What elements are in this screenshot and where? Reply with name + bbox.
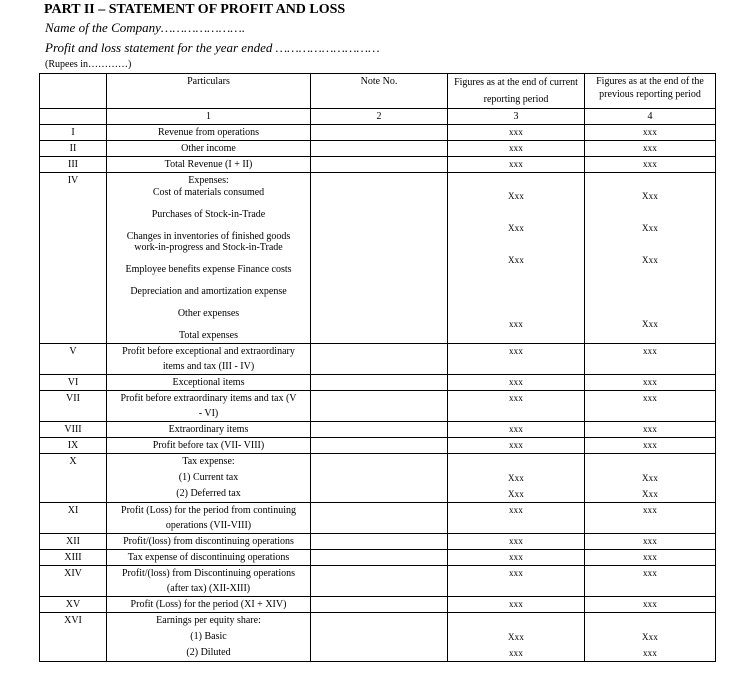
row-particulars: Other income (107, 141, 311, 157)
tax-current-value: Xxx (507, 473, 525, 483)
row-note (311, 438, 448, 454)
row-previous-value: xxx (585, 344, 716, 375)
row-note (311, 344, 448, 375)
expense-item: Purchases of Stock-in-Trade (151, 209, 266, 220)
expenses-particulars (107, 173, 311, 344)
row-particulars (107, 454, 311, 503)
col-number-blank (40, 109, 107, 125)
row-number: VIII (40, 422, 107, 438)
eps-previous-value: Xxx (641, 632, 659, 642)
row-previous-value: xxx (585, 157, 716, 173)
row-note (311, 141, 448, 157)
row-number: IV (40, 173, 107, 344)
earnings-per-share-row (40, 613, 716, 662)
row-number: XV (40, 597, 107, 613)
statement-title: PART II – STATEMENT OF PROFIT AND LOSS (44, 2, 346, 17)
column-number-row (40, 109, 716, 125)
table-row (40, 344, 716, 375)
row-note (311, 173, 448, 344)
header-row (40, 74, 716, 109)
expenses-previous-values (585, 173, 716, 344)
table-row (40, 391, 716, 422)
row-note (311, 534, 448, 550)
row-current-value: xxx (448, 344, 585, 375)
row-particulars: Profit (Loss) for the period (XI + XIV) (107, 597, 311, 613)
tax-item: (1) Current tax (178, 472, 239, 483)
col-number-3: 3 (448, 109, 585, 125)
row-note (311, 454, 448, 503)
tax-previous-value: Xxx (641, 489, 659, 499)
row-particulars-line: Profit before exceptional and extraordinary (122, 346, 295, 357)
profit-loss-table (39, 73, 716, 662)
row-current-value: xxx (448, 503, 585, 534)
expense-item: Cost of materials consumed (152, 187, 265, 198)
eps-previous-values (585, 613, 716, 662)
expense-current-value: xxx (508, 319, 524, 329)
row-particulars-line: items and tax (III - IV) (162, 361, 255, 372)
table-row (40, 157, 716, 173)
row-particulars-line: - VI) (198, 408, 219, 419)
row-number: X (40, 454, 107, 503)
table-row (40, 422, 716, 438)
expense-item: Total expenses (178, 330, 238, 341)
expense-item: work-in-progress and Stock-in-Trade (134, 242, 283, 253)
row-note (311, 391, 448, 422)
row-particulars (107, 344, 311, 375)
row-number: IX (40, 438, 107, 454)
table-row (40, 125, 716, 141)
row-previous-value: xxx (585, 391, 716, 422)
row-note (311, 613, 448, 662)
expense-previous-value: Xxx (641, 319, 659, 329)
row-number: III (40, 157, 107, 173)
eps-current-values (448, 613, 585, 662)
expenses-heading: Expenses: (188, 175, 229, 186)
row-current-value: xxx (448, 422, 585, 438)
eps-current-value: Xxx (507, 632, 525, 642)
row-number: XII (40, 534, 107, 550)
row-current-value: xxx (448, 566, 585, 597)
row-previous-value: xxx (585, 375, 716, 391)
row-previous-value: xxx (585, 125, 716, 141)
row-current-value: xxx (448, 125, 585, 141)
table-row (40, 566, 716, 597)
header-number-cell (40, 74, 107, 109)
row-note (311, 422, 448, 438)
row-previous-value: xxx (585, 534, 716, 550)
expense-item: Depreciation and amortization expense (130, 286, 287, 297)
row-particulars-line: Profit (Loss) for the period from continuing (121, 505, 296, 516)
tax-current-values (448, 454, 585, 503)
expense-previous-value: Xxx (641, 191, 659, 201)
row-current-value: xxx (448, 438, 585, 454)
row-current-value: xxx (448, 141, 585, 157)
table-row (40, 550, 716, 566)
row-particulars-line: Profit before extraordinary items and tax (V (120, 393, 297, 404)
tax-heading: Tax expense: (182, 456, 235, 467)
row-particulars: Profit/(loss) from discontinuing operations (107, 534, 311, 550)
expense-item: Other expenses (177, 308, 240, 319)
header-previous-period: Figures as at the end of the previous reporting period (585, 74, 716, 109)
eps-item: (1) Basic (190, 631, 227, 642)
row-note (311, 157, 448, 173)
row-current-value: xxx (448, 375, 585, 391)
row-previous-value: xxx (585, 550, 716, 566)
row-particulars: Revenue from operations (107, 125, 311, 141)
row-particulars: Tax expense of discontinuing operations (107, 550, 311, 566)
tax-previous-value: Xxx (641, 473, 659, 483)
row-current-value: xxx (448, 597, 585, 613)
row-previous-value: xxx (585, 422, 716, 438)
expense-current-value: Xxx (507, 191, 525, 201)
row-number: II (40, 141, 107, 157)
table-row (40, 503, 716, 534)
row-number: XI (40, 503, 107, 534)
eps-previous-value: xxx (642, 648, 658, 658)
tax-current-value: Xxx (507, 489, 525, 499)
header-particulars: Particulars (107, 74, 311, 109)
expense-item: Employee benefits expense Finance costs (125, 264, 292, 275)
row-particulars-line: (after tax) (XII-XIII) (166, 583, 251, 594)
tax-expense-row (40, 454, 716, 503)
row-previous-value: xxx (585, 503, 716, 534)
row-note (311, 597, 448, 613)
table-row (40, 534, 716, 550)
table-row (40, 141, 716, 157)
row-particulars: Profit before tax (VII- VIII) (107, 438, 311, 454)
row-current-value: xxx (448, 550, 585, 566)
row-current-value: xxx (448, 534, 585, 550)
table-row (40, 438, 716, 454)
expense-current-value: Xxx (507, 223, 525, 233)
expense-item: Changes in inventories of finished goods (126, 231, 291, 242)
tax-previous-values (585, 454, 716, 503)
row-number: XIV (40, 566, 107, 597)
col-number-1: 1 (107, 109, 311, 125)
row-particulars: Extraordinary items (107, 422, 311, 438)
col-number-4: 4 (585, 109, 716, 125)
row-note (311, 375, 448, 391)
row-previous-value: xxx (585, 597, 716, 613)
row-previous-value: xxx (585, 141, 716, 157)
col-number-2: 2 (311, 109, 448, 125)
expense-current-value: Xxx (507, 255, 525, 265)
row-particulars-line: Profit/(loss) from Discontinuing operations (121, 568, 296, 579)
row-number: V (40, 344, 107, 375)
row-number: VII (40, 391, 107, 422)
row-particulars: Total Revenue (I + II) (107, 157, 311, 173)
expense-previous-value: Xxx (641, 223, 659, 233)
eps-current-value: xxx (508, 648, 524, 658)
row-note (311, 566, 448, 597)
row-particulars (107, 503, 311, 534)
row-particulars (107, 391, 311, 422)
row-current-value: xxx (448, 157, 585, 173)
row-previous-value: xxx (585, 566, 716, 597)
row-number: VI (40, 375, 107, 391)
row-note (311, 550, 448, 566)
eps-heading: Earnings per equity share: (156, 615, 261, 626)
eps-item: (2) Diluted (186, 647, 231, 658)
row-previous-value: xxx (585, 438, 716, 454)
tax-item: (2) Deferred tax (176, 488, 241, 499)
row-number: I (40, 125, 107, 141)
row-current-value: xxx (448, 391, 585, 422)
header-note-no: Note No. (311, 74, 448, 109)
expense-previous-value: Xxx (641, 255, 659, 265)
row-particulars (107, 613, 311, 662)
expenses-row (40, 173, 716, 344)
row-particulars-line: operations (VII-VIII) (165, 520, 252, 531)
row-particulars: Exceptional items (107, 375, 311, 391)
expenses-current-values (448, 173, 585, 344)
row-particulars (107, 566, 311, 597)
row-note (311, 503, 448, 534)
header-current-period: Figures as at the end of current reporting period (448, 74, 585, 109)
company-name-line: Name of the Company…………………. (45, 20, 246, 35)
row-note (311, 125, 448, 141)
period-line: Profit and loss statement for the year ended ……………………… (45, 40, 380, 55)
table-row (40, 375, 716, 391)
rupees-line: (Rupees in…………) (45, 59, 132, 70)
row-number: XVI (40, 613, 107, 662)
table-row (40, 597, 716, 613)
row-number: XIII (40, 550, 107, 566)
